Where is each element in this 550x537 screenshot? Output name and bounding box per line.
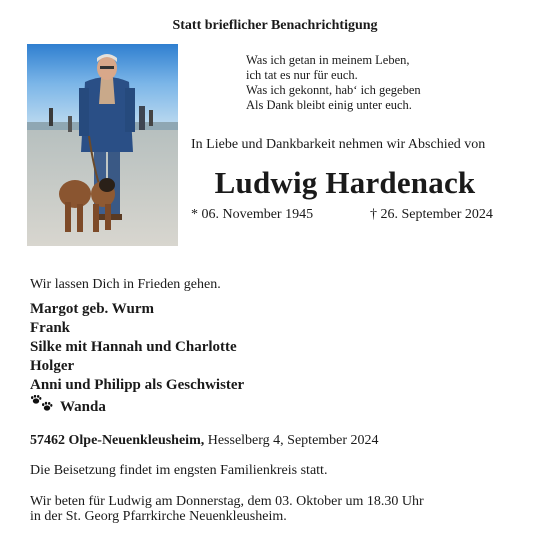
- portrait-photo: [27, 44, 178, 246]
- place-date-line: [30, 433, 379, 449]
- deceased-name: Ludwig Hardenack: [214, 165, 476, 200]
- burial-note: Die Beisetzung findet im engsten Familienkreis statt.: [30, 463, 328, 478]
- poem: [246, 53, 421, 113]
- place-address-date: Hesselberg 4, September 2024: [204, 433, 379, 448]
- death-date: † 26. September 2024: [370, 207, 493, 222]
- pet-entry: [30, 395, 244, 419]
- family-member: Frank: [30, 320, 71, 336]
- poem-line: ich tat es nur für euch.: [246, 68, 358, 82]
- notice-heading: Statt brieflicher Benachrichtigung: [172, 18, 378, 33]
- prayer-line: in der St. Georg Pfarrkirche Neuenkleusheim.: [30, 509, 287, 524]
- poem-line: Was ich getan in meinem Leben,: [246, 53, 410, 67]
- family-member: Silke mit Hannah und Charlotte: [30, 339, 237, 355]
- farewell-line: In Liebe und Dankbarkeit nehmen wir Abschied von: [191, 137, 486, 152]
- poem-line: Was ich gekonnt, hab‘ ich gegeben: [246, 83, 421, 97]
- family-member: Margot geb. Wurm: [30, 301, 155, 317]
- paw-prints-icon: [30, 395, 60, 419]
- prayer-line: Wir beten für Ludwig am Donnerstag, dem 03. Oktober um 18.30 Uhr: [30, 494, 424, 509]
- poem-line: Als Dank bleibt einig unter euch.: [246, 98, 412, 112]
- family-list: [30, 300, 244, 419]
- family-member: Holger: [30, 358, 75, 374]
- prayer-note: [30, 494, 424, 524]
- pet-name: Wanda: [60, 398, 106, 415]
- family-member: Anni und Philipp als Geschwister: [30, 377, 245, 393]
- birth-date: * 06. November 1945: [191, 207, 314, 222]
- peace-line: Wir lassen Dich in Frieden gehen.: [30, 277, 221, 292]
- place-town: 57462 Olpe-Neuenkleusheim,: [30, 433, 205, 448]
